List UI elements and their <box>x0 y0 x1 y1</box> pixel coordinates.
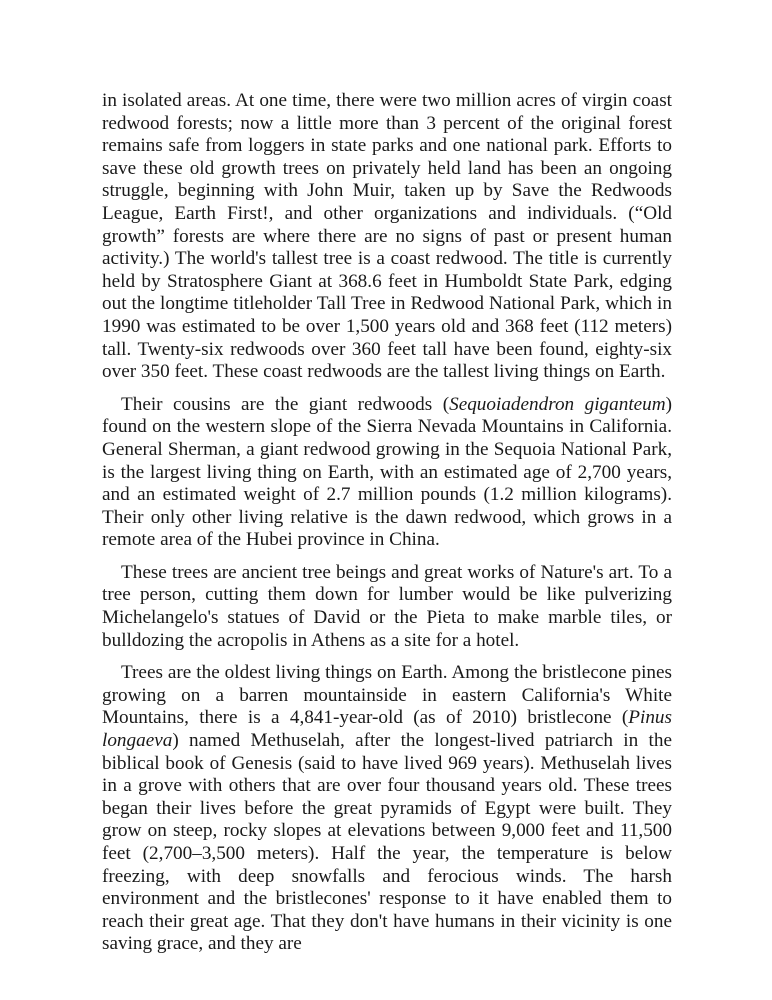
paragraph-bristlecone-pines <box>102 662 672 956</box>
scientific-name: Pinus longaeva <box>102 707 672 752</box>
text-segment: ) named Methuselah, after the longest-lived patriarch in the biblical book of Genesis (said to have lived 969 years). Methuselah lives in a grove with others that are over four thousand years old. These trees began their lives before the great pyramids of Egypt were built. They grow on steep, rocky slopes at elevations between 9,000 feet and 11,500 feet (2,700–3,500 meters). Half the year, the temperature is below freezing, with deep snowfalls and ferocious winds. The harsh environment and the bristlecones' response to it have enabled them to reach their great age. That they don't have humans in their vicinity is one saving grace, and they are <box>102 730 672 955</box>
text-segment: Their cousins are the giant redwoods ( <box>121 393 450 415</box>
scientific-name: Sequoiadendron giganteum <box>449 393 666 415</box>
text-segment: in isolated areas. At one time, there were two million acres of virgin coast redwood forests; now a little more than 3 percent of the original forest remains safe from loggers in state parks and one national park. Efforts to save these old growth trees on privately held land has been an ongoing struggle, beginning with John Muir, taken up by Save the Redwoods League, Earth First!, and other organizations and individuals. (“Old growth” forests are where there are no signs of past or present human activity.) The world's tallest tree is a coast redwood. The title is currently held by Stratosphere Giant at 368.6 feet in Humboldt State Park, edging out the longtime titleholder Tall Tree in Redwood National Park, which in 1990 was estimated to be over 1,500 years old and 368 feet (112 meters) tall. Twenty-six redwoods over 360 feet tall have been found, eighty-six over 350 feet. These coast redwoods are the tallest living things on Earth. <box>102 90 672 383</box>
paragraph-giant-redwoods <box>102 394 672 552</box>
text-segment: ) found on the western slope of the Sierra Nevada Mountains in California. General Sherman, a giant redwood growing in the Sequoia National Park, is the largest living thing on Earth, with an estimated age of 2,700 years, and an estimated weight of 2.7 million pounds (1.2 million kilograms). Their only other living relative is the dawn redwood, which grows in a remote area of the Hubei province in China. <box>102 393 673 551</box>
text-segment: These trees are ancient tree beings and great works of Nature's art. To a tree person, cutting them down for lumber would be like pulverizing Michelangelo's statues of David or the Pieta to make marble tiles, or bulldozing the acropolis in Athens as a site for a hotel. <box>102 561 672 651</box>
document-body <box>102 90 672 956</box>
paragraph-coast-redwoods <box>102 90 672 384</box>
text-segment: Trees are the oldest living things on Earth. Among the bristlecone pines growing on a barren mountainside in eastern California's White Mountains, there is a 4,841-year-old (as of 2010) bristlecone ( <box>102 662 672 729</box>
paragraph-ancient-tree-beings <box>102 562 672 652</box>
